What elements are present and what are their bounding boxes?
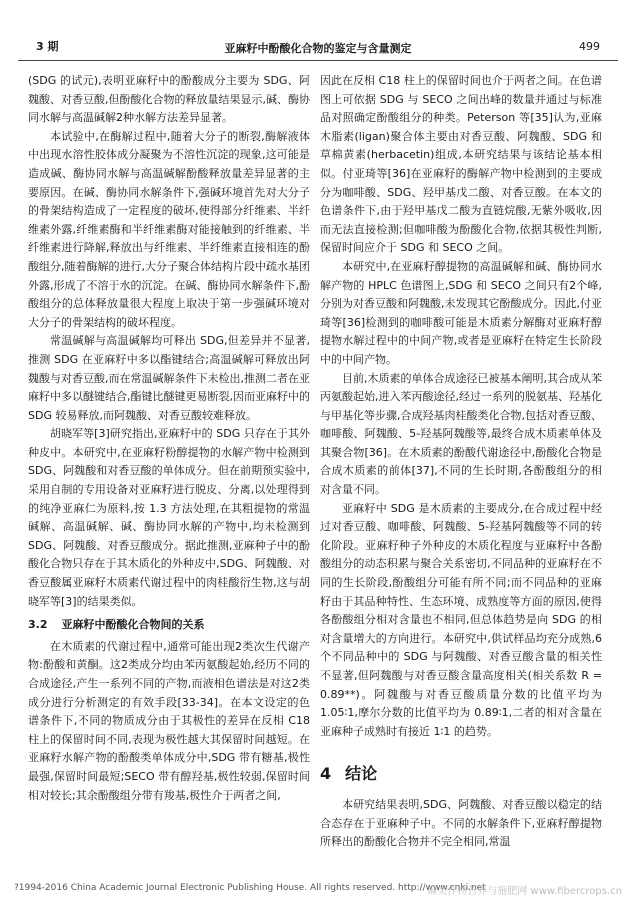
- issue-label: 3 期: [36, 40, 59, 53]
- section-number: 3.2: [28, 618, 48, 632]
- right-paragraph-5: 本研究结果表明,SDG、阿魏酸、对香豆酸以稳定的结合态存在于亚麻种子中。不同的水解条件下,亚麻籽醇提物所释出的酚酸化合物并不完全相同,常温: [320, 797, 602, 849]
- left-paragraph-4: 胡晓军等[3]研究指出,亚麻籽中的 SDG 只存在于其外种皮中。本研究中,在亚麻籽粉醇提物的水解产物中检测到 SDG、阿魏酸和对香豆酸的单体成分。但在前期预实验中,采用自制的专用设备对亚麻籽进行脱皮、分离,以处理得到的纯净亚麻仁为原料,按 1.3 方法处理,在其粗提物的常温碱解、高温碱解、碱、酶协同水解的产物中,均未检测到 SDG、阿魏酸、对香豆酸成分。据此推测,亚麻种子中的酚酸化合物只存在于其木质化的外种皮中,SDG、阿魏酸、对香豆酸属亚麻籽木质素代谢过程中的肉桂酸衍生物,这与胡晓军等[3]的结果类似。: [28, 427, 310, 608]
- running-header: [18, 0, 618, 61]
- site-watermark: 麻类作物营养与施肥网 www.fibercrops.cn: [427, 886, 622, 897]
- section-number: 4: [320, 764, 332, 784]
- left-column: [28, 72, 310, 805]
- section-title: 结论: [345, 764, 378, 784]
- right-paragraph-4: 亚麻籽中 SDG 是木质素的主要成分,在合成过程中经过对香豆酸、咖啡酸、阿魏酸、5-羟基阿魏酸等不同的转化阶段。亚麻籽种子外种皮的木质化程度与亚麻籽中各酚酸组分的动态积累与聚合关系密切,不同品种的亚麻籽在不同的生长阶段,酚酸组分可能有所不同;而不同品种的亚麻籽由于其品种特性、生态环境、成熟度等方面的原因,使得各酚酸组分相对含量也不相同,但总体趋势是向 SDG 的相对含量增大的方向进行。本研究中,供试样品均充分成熟,6个不同品种中的 SDG 与阿魏酸、对香豆酸含量的相关性不显著,但阿魏酸与对香豆酸含量高度相关(相关系数 R = 0.89**)。阿魏酸与对香豆酸质量分数的比值平均为 1.05∶1,摩尔分数的比值平均为 0.89∶1,二者的相对含量在亚麻种子成熟时有接近 1∶1 的趋势。: [320, 501, 602, 738]
- conclusion-heading: [320, 765, 602, 784]
- page-number: 499: [579, 40, 600, 53]
- left-paragraph-5: 在木质素的代谢过程中,通常可能出现2类次生代谢产物:酚酸和黄酮。这2类成分均由苯丙氨酸起始,经历不同的合成途径,产生一系列不同的产物,而液相色谱法是对这2类成分进行分析测定的有效手段[33-34]。在本文设定的色谱条件下,不同的物质成分由于其极性的差异在反相 C18 柱上的保留时间不同,表现为极性越大其保留时间越短。在亚麻籽水解产物的酚酸类单体成分中,SDG 带有糖基,极性最强,保留时间最短;SECO 带有醇羟基,极性较弱,保留时间相对较长;其余酚酸组分带有羧基,极性介于两者之间,: [28, 639, 310, 802]
- copyright-footer: ?1994-2016 China Academic Journal Electronic Publishing House. All rights reserved. http://www.cnki.net: [14, 883, 486, 893]
- right-column: [320, 72, 602, 852]
- left-paragraph-2: 本试验中,在酶解过程中,随着大分子的断裂,酶解液体中出现水溶性胶体成分凝聚为不溶性沉淀的现象,这可能是造成碱、酶协同水解与高温碱解酚酸释放量差异显著的主要原因。在碱、酶协同水解条件下,强碱环境首先对大分子的骨架结构造成了一定程度的破坏,使得部分纤维素、半纤维素外露,纤维素酶和半纤维素酶对能接触到的纤维素、半纤维素进行降解,释放出与纤维素、半纤维素直接相连的酚酸组分,随着酶解的进行,大分子聚合体结构片段中疏水基团外露,形成了不溶于水的沉淀。在碱、酶协同水解条件下,酚酸组分的总体释放量很大程度上取决于第一步强碱环境对大分子的骨架结构的破坏程度。: [28, 129, 310, 329]
- right-paragraph-3: 目前,木质素的单体合成途径已被基本阐明,其合成从苯丙氨酸起始,进入苯丙酸途径,经过一系列的脱氨基、羟基化与甲基化等步骤,合成羟基肉桂酸类化合物,包括对香豆酸、咖啡酸、阿魏酸、5-羟基阿魏酸等,最终合成木质素单体及其聚合物[36]。在木质素的酚酸代谢途径中,酚酸化合物是合成木质素的前体[37],不同的生长时期,各酚酸组分的相对含量不同。: [320, 371, 602, 497]
- section-title: 亚麻籽中酚酸化合物间的关系: [61, 618, 205, 632]
- left-paragraph-1: (SDG 的试元),表明亚麻籽中的酚酸成分主要为 SDG、阿魏酸、对香豆酸,但酚酸化合物的释放量结果显示,碱、酶协同水解与高温碱解2种水解方法差异显著。: [28, 74, 310, 125]
- right-paragraph-1: 因此在反相 C18 柱上的保留时间也介于两者之间。在色谱图上可依据 SDG 与 SECO 之间出峰的数量并通过与标准品对照确定酚酸组分的种类。Peterson 等[35]认为,亚麻木脂素(ligan)聚合体主要由对香豆酸、阿魏酸、SDG 和草棉黄素(herbacetin)组成,本研究结果与该结论基本相似。付亚琦等[36]在亚麻籽的酶解产物中检测到的主要成分为咖啡酸、SDG、羟甲基戊二酸、对香豆酸。在本文的色谱条件下,由于羟甲基戊二酸为直链烷酸,无紫外吸收,因而无法直接检测;但咖啡酸为酚酸化合物,依据其极性判断,保留时间应介于 SDG 和 SECO 之间。: [320, 74, 602, 255]
- right-paragraph-2: 本研究中,在亚麻籽醇提物的高温碱解和碱、酶协同水解产物的 HPLC 色谱图上,SDG 和 SECO 之间只有2个峰,分别为对香豆酸和阿魏酸,未发现其它酚酸成分。因此,付亚琦等[36]检测到的咖啡酸可能是木质素分解酶对亚麻籽醇提物水解过程中的中间产物,或者是亚麻籽在特定生长阶段中的中间产物。: [320, 259, 602, 366]
- running-title: 亚麻籽中酚酸化合物的鉴定与含量测定: [224, 42, 412, 55]
- section-3-2-heading: [28, 616, 310, 635]
- left-paragraph-3: 常温碱解与高温碱解均可释出 SDG,但差异并不显著,推测 SDG 在亚麻籽中多以酯键结合;高温碱解可释放出阿魏酸与对香豆酸,而在常温碱解条件下未检出,推测二者在亚麻籽中多以醚键结合,酯键比醚键更易断裂,因而亚麻籽中的 SDG 较易释放,而阿魏酸、对香豆酸较难释放。: [28, 334, 310, 422]
